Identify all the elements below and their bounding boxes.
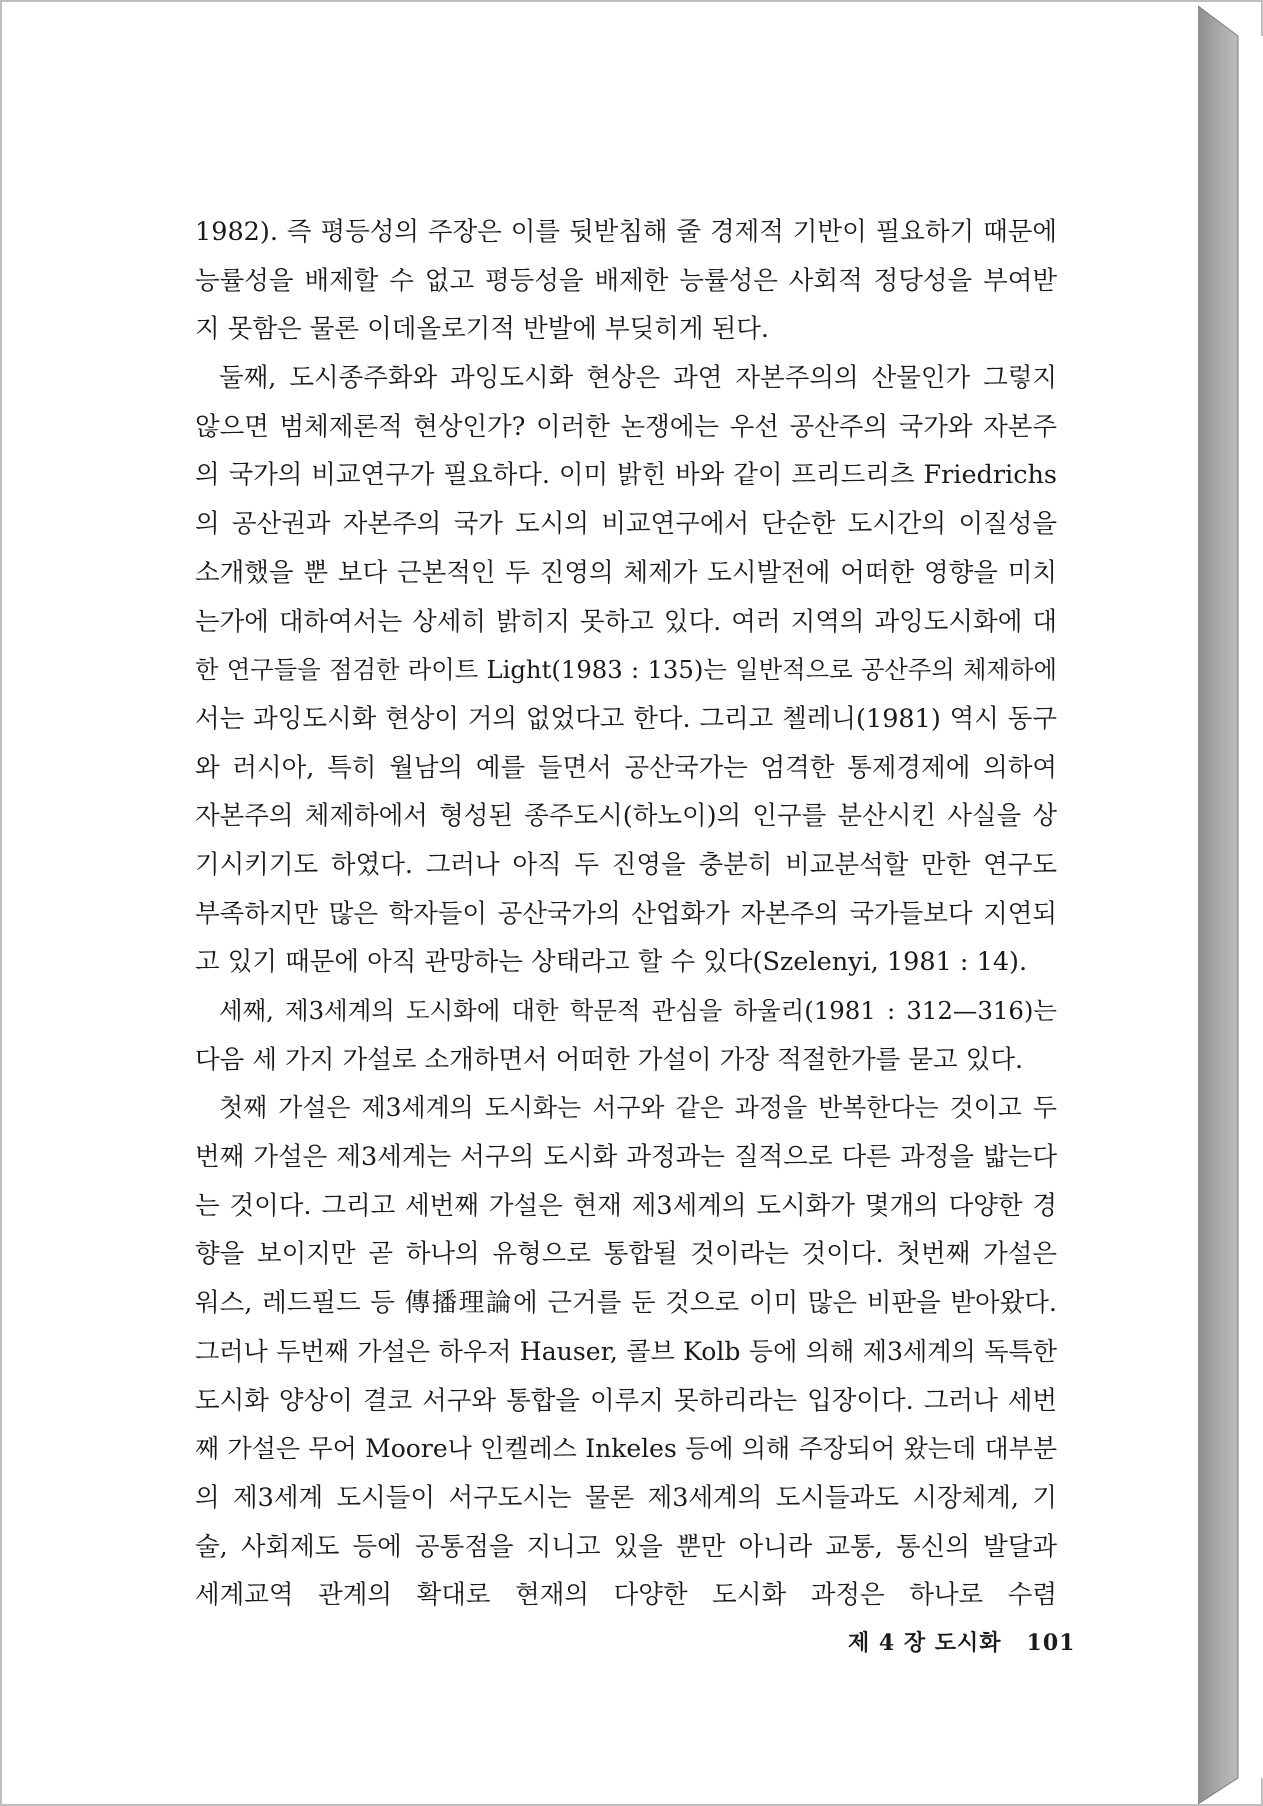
text-line: 다음 세 가지 가설로 소개하면서 어떠한 가설이 가장 적절한가를 묻고 있다. bbox=[195, 1044, 1024, 1075]
text-line: 는가에 대하여서는 상세히 밝히지 못하고 있다. 여러 지역의 과잉도시화에 대 bbox=[195, 606, 1057, 637]
text-line: 도시화 양상이 결코 서구와 통합을 이루지 못하리라는 입장이다. 그러나 세번 bbox=[195, 1385, 1057, 1416]
text-line: 둘째, 도시종주화와 과잉도시화 현상은 과연 자본주의의 산물인가 그렇지 bbox=[219, 363, 1057, 394]
text-line: 째 가설은 무어 Moore나 인켈레스 Inkeles 등에 의해 주장되어 왔는데 대부분 bbox=[195, 1434, 1057, 1464]
page-number: 101 bbox=[1026, 1630, 1076, 1656]
text-line: 소개했을 뿐 보다 근본적인 두 진영의 체제가 도시발전에 어떠한 영향을 미치 bbox=[195, 557, 1057, 588]
chapter-title: 제 4 장 도시화 bbox=[848, 1630, 1002, 1656]
text-line: 지 못함은 물론 이데올로기적 반발에 부딪히게 된다. bbox=[195, 314, 770, 345]
text-line: 세계교역 관계의 확대로 현재의 다양한 도시화 과정은 하나로 수렴 bbox=[195, 1580, 1057, 1611]
text-line: 기시키기도 하였다. 그러나 아직 두 진영을 충분히 비교분석할 만한 연구도 bbox=[195, 849, 1057, 880]
text-line: 술, 사회제도 등에 공통점을 지니고 있을 뿐만 아니라 교통, 통신의 발달과 bbox=[195, 1531, 1057, 1562]
text-line: 의 국가의 비교연구가 필요하다. 이미 밝힌 바와 같이 프리드리츠 Friedrichs bbox=[195, 460, 1057, 491]
text-line: 번째 가설은 제3세계는 서구의 도시화 과정과는 질적으로 다른 과정을 밟는다 bbox=[195, 1142, 1057, 1173]
text-line: 첫째 가설은 제3세계의 도시화는 서구와 같은 과정을 반복한다는 것이고 두 bbox=[219, 1093, 1057, 1123]
page-footer bbox=[848, 1626, 1076, 1657]
text-line: 향을 보이지만 곧 하나의 유형으로 통합될 것이라는 것이다. 첫번째 가설은 bbox=[195, 1239, 1057, 1270]
text-line: 않으면 범체제론적 현상인가? 이러한 논쟁에는 우선 공산주의 국가와 자본주 bbox=[195, 411, 1057, 442]
book-page bbox=[8, 6, 1199, 1802]
text-line: 부족하지만 많은 학자들이 공산국가의 산업화가 자본주의 국가들보다 지연되 bbox=[195, 898, 1057, 929]
text-line: 한 연구들을 점검한 라이트 Light(1983 : 135)는 일반적으로 공산주의 체제하에 bbox=[195, 655, 1057, 685]
text-line: 능률성을 배제할 수 없고 평등성을 배제한 능률성은 사회적 정당성을 부여받 bbox=[195, 265, 1057, 296]
text-line: 의 제3세계 도시들이 서구도시는 물론 제3세계의 도시들과도 시장체계, 기 bbox=[195, 1482, 1057, 1513]
page-spine bbox=[1198, 2, 1263, 1806]
text-line: 자본주의 체제하에서 형성된 종주도시(하노이)의 인구를 분산시킨 사실을 상 bbox=[195, 801, 1057, 832]
text-line: 서는 과잉도시화 현상이 거의 없었다고 한다. 그리고 첼레니(1981) 역시 동구 bbox=[195, 703, 1057, 734]
text-line: 워스, 레드필드 등 傳播理論에 근거를 둔 것으로 이미 많은 비판을 받아왔다. bbox=[195, 1288, 1057, 1319]
text-line: 세째, 제3세계의 도시화에 대한 학문적 관심을 하울리(1981 : 312—316)는 bbox=[219, 996, 1057, 1025]
text-line: 는 것이다. 그리고 세번째 가설은 현재 제3세계의 도시화가 몇개의 다양한 경 bbox=[195, 1190, 1057, 1221]
text-line: 의 공산권과 자본주의 국가 도시의 비교연구에서 단순한 도시간의 이질성을 bbox=[195, 509, 1057, 540]
text-line: 1982). 즉 평등성의 주장은 이를 뒷받침해 줄 경제적 기반이 필요하기 때문에 bbox=[195, 217, 1057, 247]
text-line: 그러나 두번째 가설은 하우저 Hauser, 콜브 Kolb 등에 의해 제3세계의 독특한 bbox=[195, 1336, 1057, 1366]
text-line: 와 러시아, 특히 월남의 예를 들면서 공산국가는 엄격한 통제경제에 의하여 bbox=[195, 752, 1057, 783]
body-text bbox=[195, 208, 1057, 1620]
text-line: 고 있기 때문에 아직 관망하는 상태라고 할 수 있다(Szelenyi, 1981 : 14). bbox=[195, 947, 1028, 978]
